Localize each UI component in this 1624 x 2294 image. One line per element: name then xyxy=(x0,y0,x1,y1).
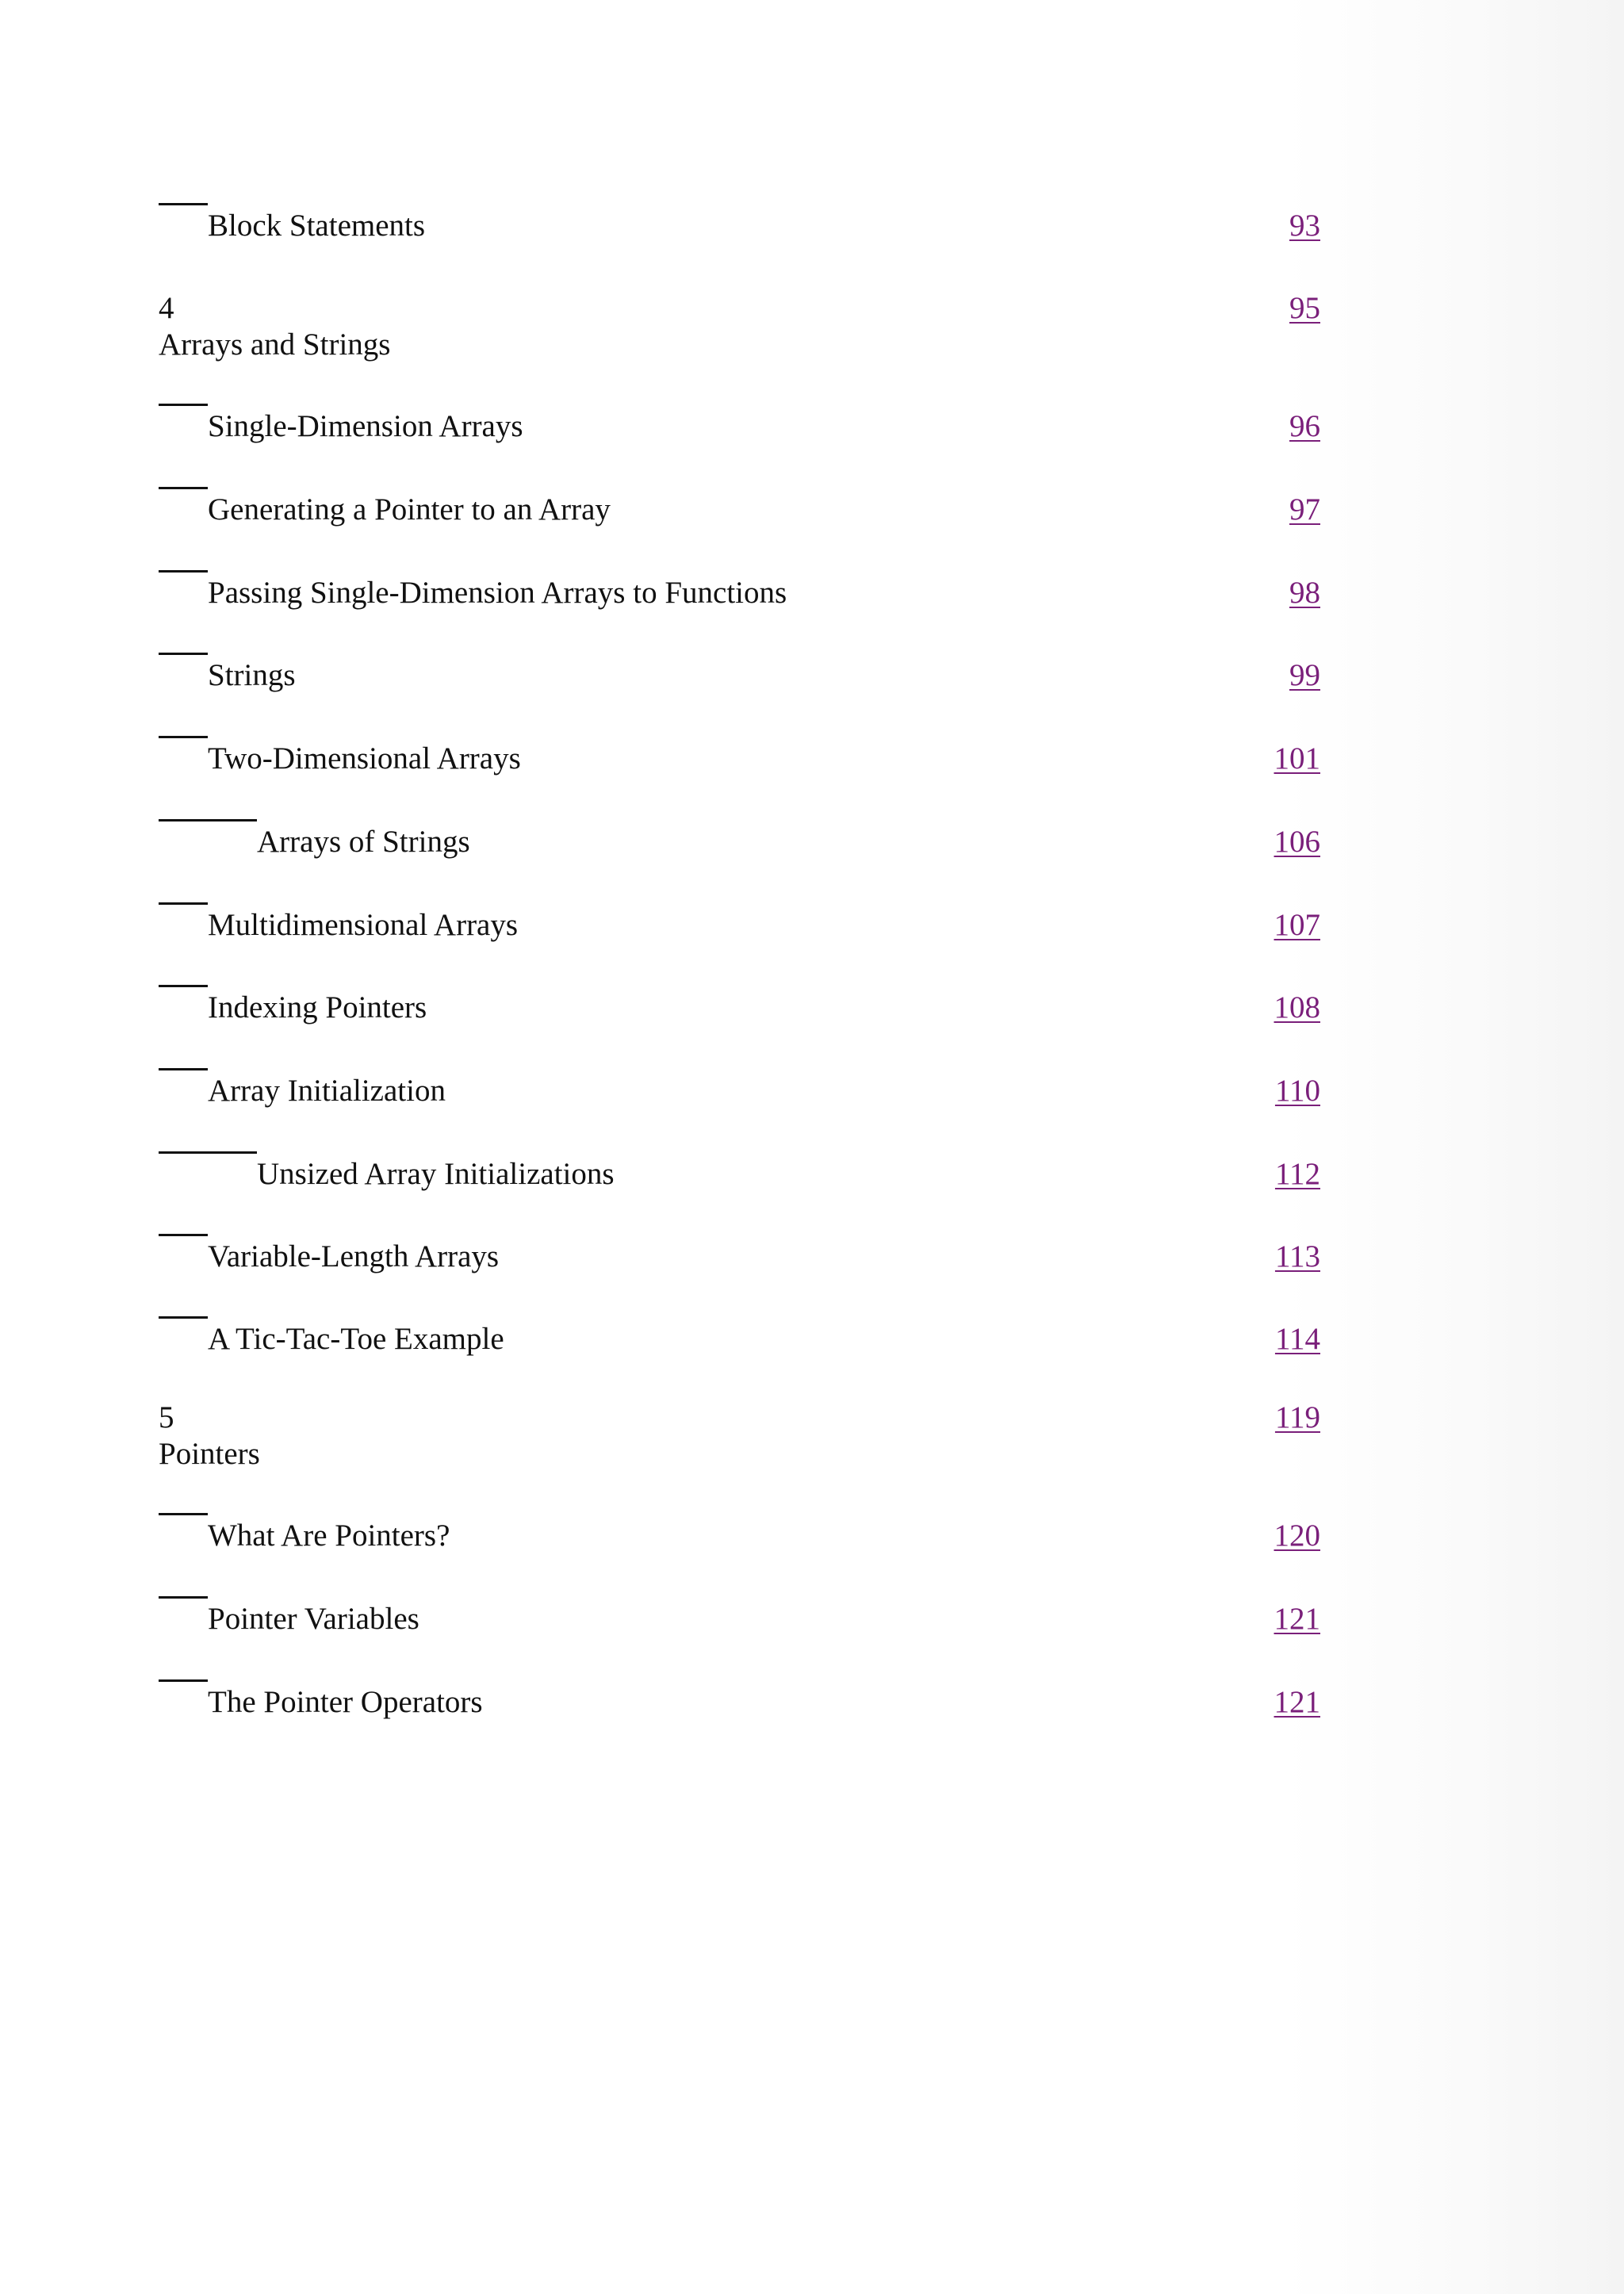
indent-rule xyxy=(159,570,208,573)
indent-rule xyxy=(159,985,208,987)
indent-rule xyxy=(159,487,208,489)
page-number-link[interactable]: 97 xyxy=(1289,492,1320,527)
page-number-link[interactable]: 98 xyxy=(1289,576,1320,610)
page-number-link[interactable]: 93 xyxy=(1289,209,1320,243)
toc-entry xyxy=(159,492,1320,539)
toc-entry xyxy=(159,824,1320,871)
indent-rule xyxy=(159,736,208,738)
page-number-link[interactable]: 95 xyxy=(1289,291,1320,325)
toc-entry xyxy=(159,741,1320,788)
toc-entry-title: What Are Pointers? xyxy=(208,1518,450,1553)
toc-entry xyxy=(159,657,1320,705)
toc-entry-title: Array Initialization xyxy=(208,1074,446,1108)
indent-rule xyxy=(159,1068,208,1070)
toc-entry xyxy=(159,575,1320,622)
toc-entry xyxy=(159,1518,1320,1565)
toc-entry xyxy=(159,1239,1320,1286)
toc-entry-title: Pointer Variables xyxy=(208,1602,419,1636)
page-number-link[interactable]: 114 xyxy=(1274,1322,1320,1356)
toc-entry xyxy=(159,1601,1320,1649)
indent-rule xyxy=(159,404,208,406)
toc-entry-title: Variable-Length Arrays xyxy=(208,1239,500,1273)
page-number-link[interactable]: 121 xyxy=(1274,1602,1320,1636)
toc-entry-title: Indexing Pointers xyxy=(208,990,427,1024)
toc-entry xyxy=(159,990,1320,1037)
indent-rule xyxy=(159,1596,208,1599)
page-number-link[interactable]: 113 xyxy=(1274,1239,1320,1273)
toc-entry-title: Unsized Array Initializations xyxy=(257,1157,615,1191)
page-number-link[interactable]: 96 xyxy=(1289,409,1320,443)
page-number-link[interactable]: 119 xyxy=(1274,1400,1320,1434)
indent-rule xyxy=(159,1151,257,1154)
page-number-link[interactable]: 107 xyxy=(1274,908,1320,942)
toc-entry-title: Generating a Pointer to an Array xyxy=(208,492,611,527)
toc-entry xyxy=(159,907,1320,955)
page-number-link[interactable]: 108 xyxy=(1274,990,1320,1024)
toc-chapter-heading xyxy=(159,1400,1320,1487)
toc-entry xyxy=(159,1073,1320,1120)
toc-entry xyxy=(159,408,1320,456)
toc-entry-title: A Tic-Tac-Toe Example xyxy=(208,1322,504,1356)
toc-entry xyxy=(159,1684,1320,1732)
indent-rule xyxy=(159,1679,208,1682)
indent-rule xyxy=(159,1513,208,1515)
indent-rule xyxy=(159,819,257,821)
toc-entry-title: Two-Dimensional Arrays xyxy=(208,741,521,776)
toc-entry-title: Single-Dimension Arrays xyxy=(208,409,523,443)
toc-chapter-heading xyxy=(159,290,1320,377)
toc-entry xyxy=(159,1156,1320,1204)
toc-entry-title: Arrays of Strings xyxy=(257,825,470,859)
page-number-link[interactable]: 99 xyxy=(1289,658,1320,692)
indent-rule xyxy=(159,1316,208,1319)
toc-entry xyxy=(159,1321,1320,1369)
toc-entry-title: Block Statements xyxy=(208,209,426,243)
page-number-link[interactable]: 112 xyxy=(1274,1157,1320,1191)
chapter-title: Arrays and Strings xyxy=(159,327,391,362)
toc-entry-title: Multidimensional Arrays xyxy=(208,908,519,942)
toc-entry-title: The Pointer Operators xyxy=(208,1685,483,1719)
chapter-title: Pointers xyxy=(159,1437,260,1471)
chapter-number: 5 xyxy=(159,1400,174,1434)
indent-rule xyxy=(159,653,208,655)
page-number-link[interactable]: 120 xyxy=(1274,1518,1320,1553)
chapter-number: 4 xyxy=(159,291,174,325)
page-number-link[interactable]: 106 xyxy=(1274,825,1320,859)
page-number-link[interactable]: 110 xyxy=(1274,1074,1320,1108)
page-number-link[interactable]: 101 xyxy=(1274,741,1320,776)
indent-rule xyxy=(159,902,208,905)
indent-rule xyxy=(159,1234,208,1236)
indent-rule xyxy=(159,203,208,205)
toc-entry-title: Passing Single-Dimension Arrays to Functions xyxy=(208,576,787,610)
toc-entry-title: Strings xyxy=(208,658,296,692)
page-number-link[interactable]: 121 xyxy=(1274,1685,1320,1719)
toc-entry xyxy=(159,208,1320,255)
